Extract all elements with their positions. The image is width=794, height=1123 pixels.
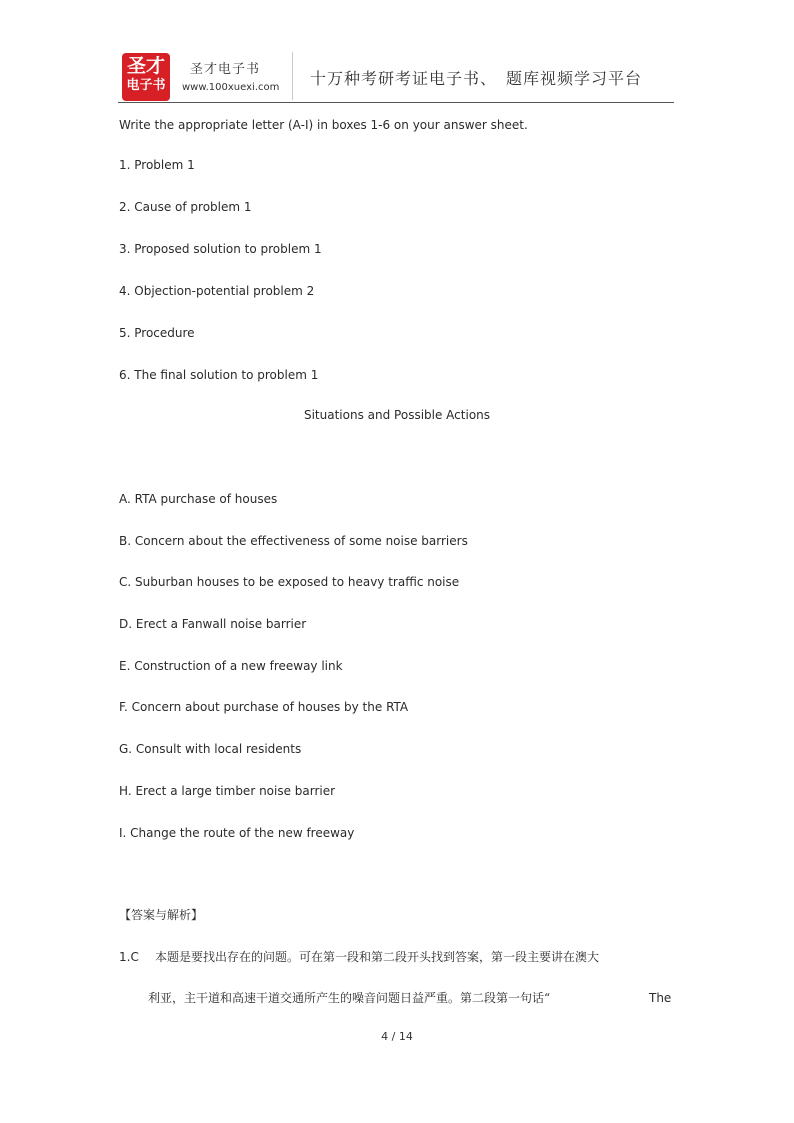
brand-url: www.100xuexi.com <box>182 82 280 93</box>
brand-block <box>182 58 279 93</box>
page-number: 4 / 14 <box>381 1030 413 1043</box>
option-item: F. Concern about purchase of houses by the RTA <box>119 700 409 714</box>
question-item: 5. Procedure <box>119 326 195 340</box>
question-item: 1. Problem 1 <box>119 158 195 172</box>
option-item: D. Erect a Fanwall noise barrier <box>119 617 307 631</box>
option-item: G. Consult with local residents <box>119 742 302 756</box>
question-item: 3. Proposed solution to problem 1 <box>119 242 322 256</box>
brand-name: 圣才电子书 <box>190 62 261 77</box>
answer-text-tail: The <box>649 991 672 1005</box>
option-item: H. Erect a large timber noise barrier <box>119 784 336 798</box>
option-item: I. Change the route of the new freeway <box>119 826 355 840</box>
option-item: A. RTA purchase of houses <box>119 492 278 506</box>
logo-text-line1: 圣才 <box>126 55 165 77</box>
logo-text-line2: 电子书 <box>126 78 166 93</box>
option-item: B. Concern about the effectiveness of some noise barriers <box>119 534 468 548</box>
question-item: 6. The final solution to problem 1 <box>119 368 319 382</box>
answer-label: 1.C <box>119 950 139 964</box>
brand-logo <box>122 53 170 101</box>
instruction-text: Write the appropriate letter (A-I) in boxes 1-6 on your answer sheet. <box>119 118 528 132</box>
option-item: C. Suburban houses to be exposed to heavy traffic noise <box>119 575 460 589</box>
answer-heading: 【答案与解析】 <box>119 908 204 922</box>
section-title: Situations and Possible Actions <box>303 408 491 422</box>
answer-text-line2: 利亚，主干道和高速干道交通所产生的噪音问题日益严重。第二段第一句话“ <box>148 991 551 1005</box>
answer-text-line1: 本题是要找出存在的问题。可在第一段和第二段开头找到答案，第一段主要讲在澳大 <box>155 950 600 964</box>
option-item: E. Construction of a new freeway link <box>119 659 343 673</box>
question-item: 4. Objection-potential problem 2 <box>119 284 315 298</box>
header-divider <box>292 52 293 100</box>
question-item: 2. Cause of problem 1 <box>119 200 252 214</box>
page-header <box>120 50 672 104</box>
header-rule <box>118 102 674 103</box>
header-tagline: 十万种考研考证电子书、 题库视频学习平台 <box>310 69 643 88</box>
